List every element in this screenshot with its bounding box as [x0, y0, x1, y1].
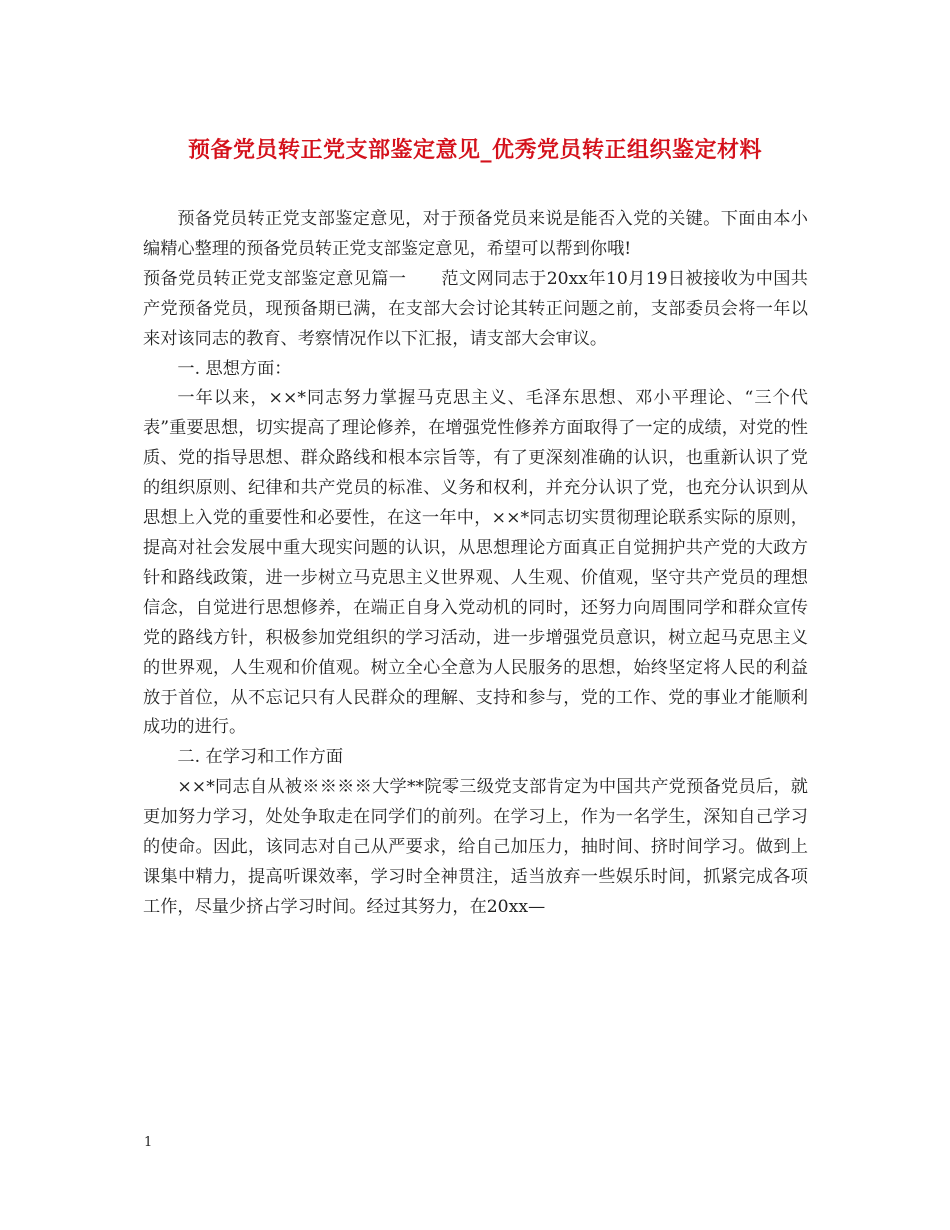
section-heading-ideology: 一. 思想方面：: [177, 358, 292, 379]
document-body: [143, 205, 808, 923]
page-number: 1: [144, 1135, 153, 1150]
paragraph-intro: 预备党员转正党支部鉴定意见，对于预备党员来说是能否入党的关键。下面由本小编精心整理的预备党员转正党支部鉴定意见，希望可以帮到你哦!: [143, 209, 808, 259]
paragraph-ideology: 一年以来，××*同志努力掌握马克思主义、毛泽东思想、邓小平理论、“三个代表”重要思想，切实提高了理论修养，在增强党性修养方面取得了一定的成绩，对党的性质、党的指导思想、群众路线和根本宗旨等，有了更深刻准确的认识，也重新认识了党的组织原则、纪律和共产党员的标准、义务和权利，并充分认识了党，也充分认识到从思想上入党的重要性和必要性，在这一年中，××*同志切实贯彻理论联系实际的原则，提高对社会发展中重大现实问题的认识，从思想理论方面真正自觉拥护共产党的大政方针和路线政策，进一步树立马克思主义世界观、人生观、价值观，坚守共产党员的理想信念，自觉进行思想修养，在端正自身入党动机的同时，还努力向周围同学和群众宣传党的路线方针，积极参加党组织的学习活动，进一步增强党员意识，树立起马克思主义的世界观，人生观和价值观。树立全心全意为人民服务的思想，始终坚定将人民的利益放于首位，从不忘记只有人民群众的理解、支持和参与，党的工作、党的事业才能顺利成功的进行。: [143, 388, 808, 738]
paragraph-article-one: 预备党员转正党支部鉴定意见篇一 范文网同志于20xx年10月19日被接收为中国共产党预备党员，现预备期已满，在支部大会讨论其转正问题之前，支部委员会将一年以来对该同志的教育、考察情况作以下汇报，请支部大会审议。: [143, 268, 808, 349]
page-title: 预备党员转正党支部鉴定意见_优秀党员转正组织鉴定材料: [187, 137, 762, 163]
paragraph-study-work: ××*同志自从被※※※※大学**院零三级党支部肯定为中国共产党预备党员后，就更加努力学习，处处争取走在同学们的前列。在学习上，作为一名学生，深知自己学习的使命。因此，该同志对自己从严要求，给自己加压力，抽时间、挤时间学习。做到上课集中精力，提高听课效率，学习时全神贯注，适当放弃一些娱乐时间，抓紧完成各项工作，尽量少挤占学习时间。经过其努力，在20xx—: [143, 777, 808, 917]
section-heading-study-work: 二. 在学习和工作方面: [177, 747, 344, 768]
